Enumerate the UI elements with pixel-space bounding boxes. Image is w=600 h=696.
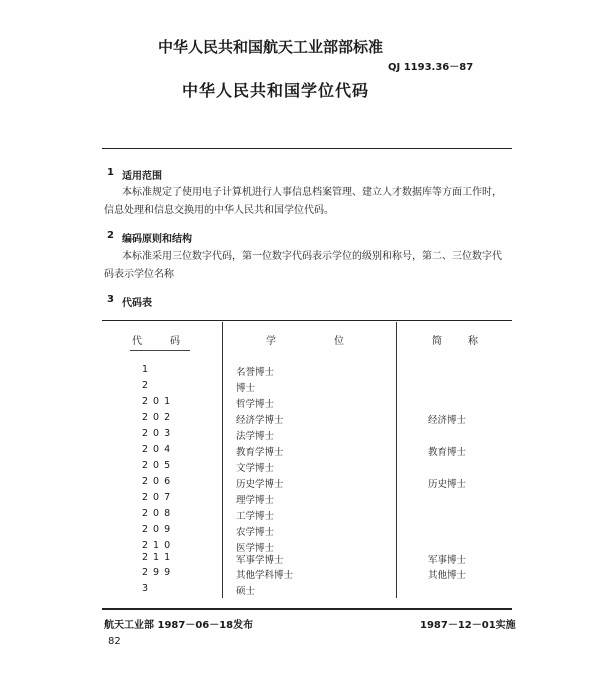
row-abbreviation: 其他博士 xyxy=(428,570,467,581)
row-code: 209 xyxy=(142,524,176,535)
section-2-number: 2 xyxy=(107,230,114,241)
row-degree: 经济学博士 xyxy=(236,415,284,426)
row-degree: 哲学博士 xyxy=(236,399,275,410)
row-code: 202 xyxy=(142,412,176,423)
row-degree: 军事学博士 xyxy=(236,555,284,566)
row-code: 3 xyxy=(142,583,154,594)
header-code-char-2: 码 xyxy=(170,336,180,347)
row-degree: 教育学博士 xyxy=(236,447,284,458)
section-1-number: 1 xyxy=(107,167,114,178)
effective-date: 1987－12－01实施 xyxy=(420,620,516,631)
footer-rule xyxy=(102,608,512,610)
section-1-text-line-1: 本标准规定了使用电子计算机进行人事信息档案管理、建立人才数据库等方面工作时， xyxy=(122,187,502,198)
section-2-text-line-1: 本标准采用三位数字代码，第一位数字代码表示学位的级别和称号，第二、三位数字代 xyxy=(122,251,502,262)
row-degree: 名誉博士 xyxy=(236,367,275,378)
row-abbreviation: 经济博士 xyxy=(428,415,467,426)
header-rule xyxy=(102,148,512,149)
ministry-standard-heading: 中华人民共和国航天工业部部标准 xyxy=(158,38,384,56)
row-degree: 工学博士 xyxy=(236,511,275,522)
section-3-number: 3 xyxy=(107,294,114,305)
table-header-underline xyxy=(130,350,190,351)
row-degree: 博士 xyxy=(236,383,256,394)
row-degree: 硕士 xyxy=(236,586,256,597)
row-code: 208 xyxy=(142,508,176,519)
header-degree-char-2: 位 xyxy=(334,336,344,347)
row-degree: 医学博士 xyxy=(236,543,275,554)
row-code: 207 xyxy=(142,492,176,503)
row-degree: 文学博士 xyxy=(236,463,275,474)
row-degree: 理学博士 xyxy=(236,495,275,506)
header-degree-char-1: 学 xyxy=(266,336,276,347)
row-degree: 农学博士 xyxy=(236,527,275,538)
row-abbreviation: 教育博士 xyxy=(428,447,467,458)
header-abbr-char-1: 简 xyxy=(432,336,442,347)
section-2-text-line-2: 码表示学位名称 xyxy=(104,269,174,280)
section-1-text-line-2: 信息处理和信息交换用的中华人民共和国学位代码。 xyxy=(104,205,334,216)
row-code: 210 xyxy=(142,540,176,551)
row-degree: 历史学博士 xyxy=(236,479,284,490)
row-degree: 其他学科博士 xyxy=(236,570,294,581)
table-divider-left xyxy=(222,322,223,598)
row-code: 211 xyxy=(142,552,176,563)
table-divider-right xyxy=(396,322,397,598)
row-code: 201 xyxy=(142,396,176,407)
header-abbr-char-2: 称 xyxy=(468,336,478,347)
standard-number: QJ 1193.36－87 xyxy=(388,62,474,73)
row-abbreviation: 军事博士 xyxy=(428,555,467,566)
row-code: 2 xyxy=(142,380,154,391)
section-3-title: 代码表 xyxy=(122,298,152,309)
issue-date: 航天工业部 1987－06－18发布 xyxy=(104,620,254,631)
row-degree: 法学博士 xyxy=(236,431,275,442)
row-code: 1 xyxy=(142,364,154,375)
header-code-char-1: 代 xyxy=(132,336,142,347)
row-code: 299 xyxy=(142,567,176,578)
row-code: 206 xyxy=(142,476,176,487)
row-abbreviation: 历史博士 xyxy=(428,479,467,490)
row-code: 203 xyxy=(142,428,176,439)
document-title: 中华人民共和国学位代码 xyxy=(182,81,370,100)
section-2-title: 编码原则和结构 xyxy=(122,234,192,245)
row-code: 205 xyxy=(142,460,176,471)
row-code: 204 xyxy=(142,444,176,455)
page-number: 82 xyxy=(108,636,121,647)
section-1-title: 适用范围 xyxy=(122,171,162,182)
table-top-rule xyxy=(102,320,512,321)
